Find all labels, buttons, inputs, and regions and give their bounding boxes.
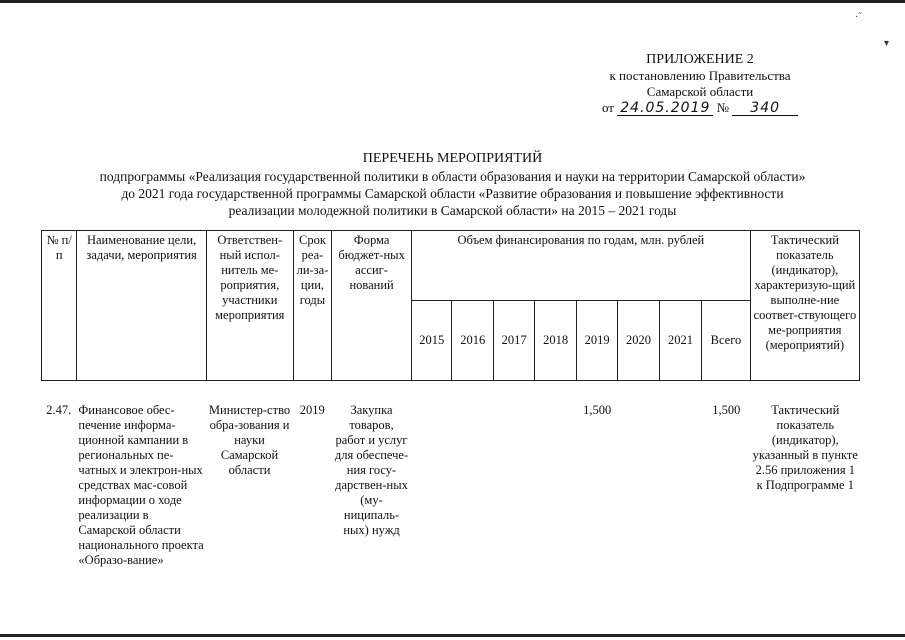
header-year: 2018 [535,301,576,381]
heading-line: до 2021 года государственной программы Самарской области «Развитие образования и повышение эффективности [121,186,784,201]
header-indicator: Тактический показатель (индикатор), характеризую-щий выполне-ние соответ-ствующего ме-роприятия (мероприятий) [750,231,859,381]
row-value-2019: 1,500 [583,403,612,417]
appendix-line: к постановлению Правительства [609,68,791,83]
row-value-2021 [659,403,702,568]
scan-mark: ·˝ [855,12,862,23]
header-total: Всего [702,301,751,381]
header-name: Наименование цели, задачи, мероприятия [77,231,206,381]
row-value-total: 1,500 [712,403,741,417]
appendix-title: ПРИЛОЖЕНИЕ 2 [646,52,754,67]
row-value-2016 [452,403,494,568]
header-num: № п/п [42,231,77,381]
row-form: Закупка товаров, работ и услуг для обеспече-ния госу-дарствен-ных (му-ниципаль-ных) нужд [334,403,409,537]
row-name: Финансовое обес-печение информа-ционной кампании в региональных пе-чатных и электрон-ных средствах мас-совой информации о ходе реализации в Самарской области национального проекта «Образо-вание» [78,403,204,567]
header-executor: Ответствен-ный испол-нитель ме-роприятия, участники мероприятия [206,231,293,381]
header-form: Форма бюджет-ных ассиг-нований [332,231,412,381]
activity-row-table [41,403,860,568]
header-year: 2020 [618,301,659,381]
heading-line: реализации молодежной политики в Самарской области» на 2015 – 2021 годы [228,203,677,218]
header-term: Срок реа-ли-за-ции, годы [293,231,331,381]
row-value-2020 [618,403,660,568]
appendix-line: Самарской области [646,84,754,99]
row-value-2015 [412,403,452,568]
heading-line: подпрограммы «Реализация государственной политики в области образования и науки на территории Самарской области» [99,169,806,184]
header-year: 2017 [493,301,534,381]
document-heading [0,150,905,219]
table-row [41,403,860,568]
header-year: 2015 [412,301,452,381]
header-year: 2021 [659,301,701,381]
bottom-border-line [0,634,905,637]
number-sign: № [716,100,730,115]
appendix-block [560,52,840,100]
handwritten-number: 340 [732,101,798,116]
row-value-2018 [535,403,577,568]
row-term: 2019 [299,403,325,417]
header-year: 2016 [452,301,493,381]
scan-mark: ▾ [884,38,890,49]
row-indicator: Тактический показатель (индикатор), указанный в пункте 2.56 приложения 1 к Подпрограмме 1 [752,403,858,492]
header-year: 2019 [576,301,617,381]
row-executor: Министер-ство обра-зования и науки Самарской области [208,403,291,477]
activities-table-header [41,230,860,381]
row-value-2017 [493,403,535,568]
header-funding: Объем финансирования по годам, млн. рублей [412,231,751,301]
top-border-line [0,0,905,3]
date-prefix: от [601,100,614,115]
handwritten-date: 24.05.2019 [617,101,713,116]
row-num: 2.47. [46,403,72,417]
resolution-date-number [560,100,840,116]
document-title: ПЕРЕЧЕНЬ МЕРОПРИЯТИЙ [362,151,543,166]
